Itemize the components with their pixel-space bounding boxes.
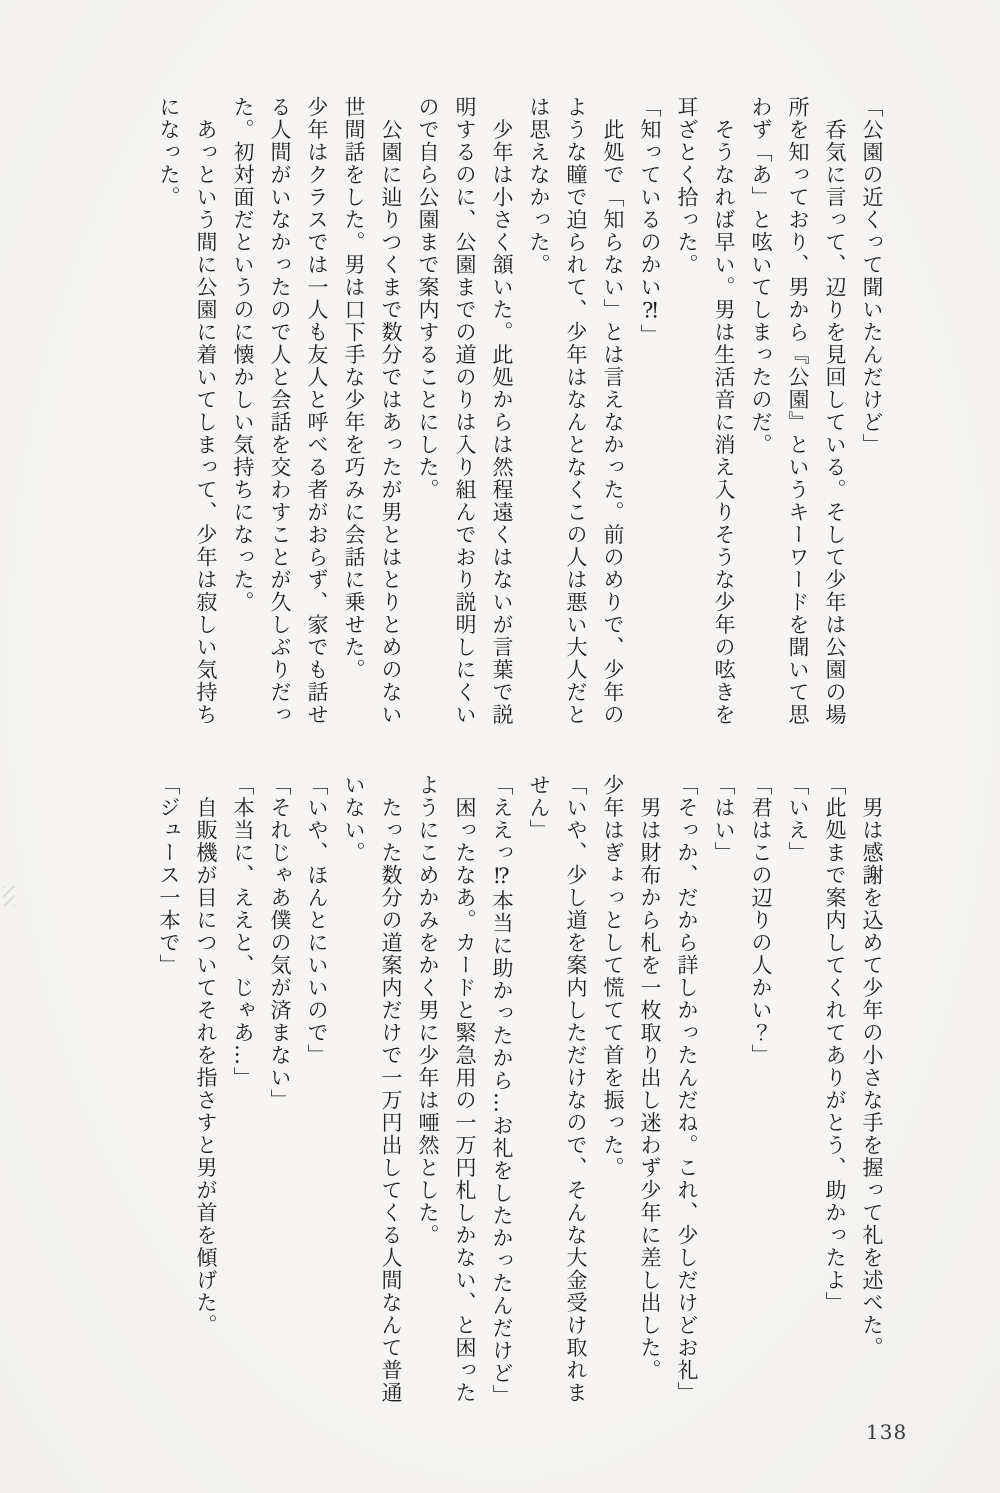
text-column: わず「あ」と呟いてしまったのだ。 bbox=[749, 96, 773, 456]
text-column: 少年はクラスでは一人も友人と呼べる者がおらず、家でも話せ bbox=[305, 96, 329, 726]
scan-artifact bbox=[3, 886, 15, 906]
text-column: 所を知っており、男から『公園』というキーワードを聞いて思 bbox=[786, 96, 810, 726]
text-column: た。初対面だというのに懐かしい気持ちになった。 bbox=[231, 96, 255, 614]
text-column: 「君はこの辺りの人かい？」 bbox=[749, 774, 773, 1067]
text-column: 「公園の近くって聞いたんだけど」 bbox=[860, 96, 884, 456]
text-column: 「そっか、だから詳しかったんだね。これ、少しだけどお礼」 bbox=[675, 774, 699, 1404]
text-column: ような瞳で迫られて、少年はなんとなくこの人は悪い大人だと bbox=[564, 96, 588, 726]
text-column: 耳ざとく拾った。 bbox=[675, 96, 699, 276]
text-column: 男は感謝を込めて少年の小さな手を握って礼を述べた。 bbox=[860, 774, 884, 1359]
top-text-block bbox=[150, 96, 890, 744]
text-column: 「はい」 bbox=[712, 774, 736, 864]
text-column: になった。 bbox=[157, 96, 181, 209]
text-column: ようにこめかみをかく男に少年は唖然とした。 bbox=[416, 774, 440, 1247]
text-column: 「本当に、ええと、じゃあ…」 bbox=[231, 774, 255, 1089]
text-column: 呑気に言って、辺りを見回している。そして少年は公園の場 bbox=[823, 96, 847, 726]
text-column: 明するのに、公園までの道のりは入り組んでおり説明しにくい bbox=[453, 96, 477, 726]
text-column: 「それじゃあ僕の気が済まない」 bbox=[268, 774, 292, 1112]
text-column: 少年は小さく頷いた。此処からは然程遠くはないが言葉で説 bbox=[490, 96, 514, 726]
text-column: 「いえ」 bbox=[786, 774, 810, 864]
text-column: あっという間に公園に着いてしまって、少年は寂しい気持ち bbox=[194, 96, 218, 726]
text-column: 「此処まで案内してくれてありがとう、助かったよ」 bbox=[823, 774, 847, 1314]
text-column: ので自ら公園まで案内することにした。 bbox=[416, 96, 440, 501]
text-column: 自販機が目についてそれを指さすと男が首を傾げた。 bbox=[194, 774, 218, 1337]
text-column: せん」 bbox=[527, 774, 551, 842]
text-column: 少年はぎょっとして慌てて首を振った。 bbox=[601, 774, 625, 1179]
text-column: そうなれば早い。男は生活音に消え入りそうな少年の呟きを bbox=[712, 96, 736, 726]
text-column: いない。 bbox=[342, 774, 366, 864]
text-column: 困ったなあ。カードと緊急用の一万円札しかない、と困った bbox=[453, 774, 477, 1404]
page-number: 138 bbox=[866, 1420, 908, 1444]
text-column: 此処で「知らない」とは言えなかった。前のめりで、少年の bbox=[601, 96, 625, 726]
bottom-text-block bbox=[150, 774, 890, 1422]
text-column: 「いや、少し道を案内しただけなので、そんな大金受け取れま bbox=[564, 774, 588, 1404]
text-column: 男は財布から札を一枚取り出し迷わず少年に差し出した。 bbox=[638, 774, 662, 1382]
text-column: 「いや、ほんとにいいので」 bbox=[305, 774, 329, 1067]
text-column: たった数分の道案内だけで一万円出してくる人間なんて普通 bbox=[379, 774, 403, 1404]
text-column: 「ジュース一本で」 bbox=[157, 774, 181, 977]
text-column: 「知っているのかい⁈」 bbox=[638, 96, 662, 347]
text-column: る人間がいなかったので人と会話を交わすことが久しぶりだっ bbox=[268, 96, 292, 726]
text-column: 世間話をした。男は口下手な少年を巧みに会話に乗せた。 bbox=[342, 96, 366, 681]
text-column: 公園に辿りつくまで数分ではあったが男とはとりとめのない bbox=[379, 96, 403, 726]
text-column: は思えなかった。 bbox=[527, 96, 551, 276]
text-column: 「ええっ⁉本当に助かったから…お礼をしたかったんだけど」 bbox=[490, 774, 514, 1407]
